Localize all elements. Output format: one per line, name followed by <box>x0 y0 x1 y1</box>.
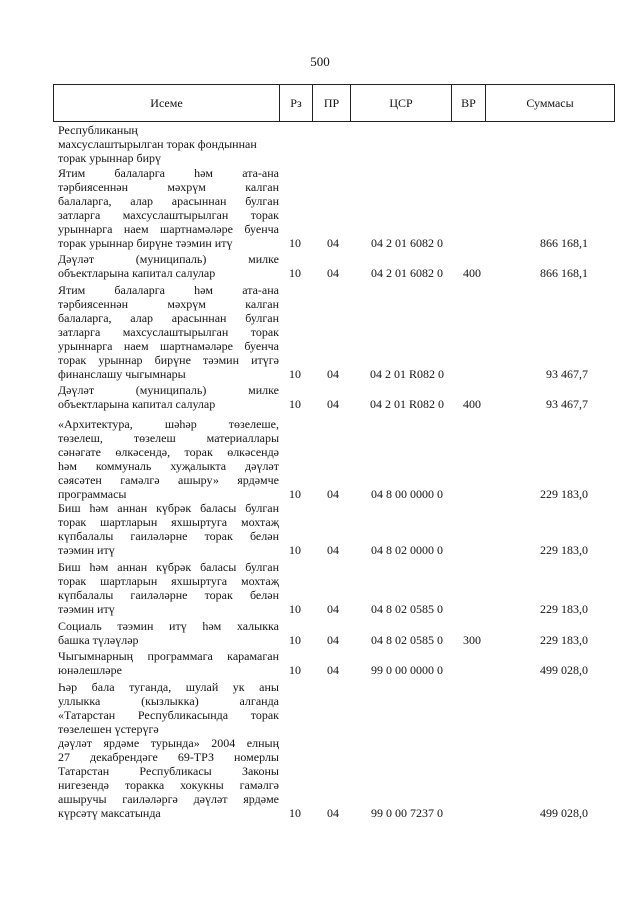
cell-pr: 04 <box>327 633 339 647</box>
row-name <box>58 383 279 411</box>
cell-pr: 04 <box>327 543 339 557</box>
row-name-line: торак урыннар бирүне тәэмин итүгә <box>58 353 279 367</box>
row-name-line: уллыкка (кызлыккa) алганда <box>58 694 279 708</box>
cell-csr: 04 2 01 6082 0 <box>371 266 443 280</box>
cell-csr: 04 2 01 R082 0 <box>369 367 444 381</box>
row-name-line: башка түләүләр <box>58 633 139 647</box>
row-name-line: Татарстан Республикасы Законы <box>58 764 279 778</box>
row-name-line: торак урыннар бирү <box>58 151 162 165</box>
row-name-line: Дәүләт (муниципаль) милке <box>58 252 279 266</box>
row-name-line: Биш һәм аннан күбрәк баласы булган <box>58 560 279 574</box>
row-name-line: затларга махсуслаштырылган торак <box>58 208 279 222</box>
row-name-line: Ятим балаларга һәм ата-ана <box>58 166 279 180</box>
table-row <box>53 417 614 501</box>
row-name-line: программасы <box>58 487 127 501</box>
row-name-line: күрсәтү максатында <box>58 806 161 820</box>
row-name-line: сәнәгате өлкәсендә, торак өлкәсендә <box>58 445 279 459</box>
cell-pr: 04 <box>327 266 339 280</box>
column-header-csr: ЦСР <box>351 85 452 122</box>
cell-pr: 04 <box>327 602 339 616</box>
cell-csr: 04 2 01 R082 0 <box>369 397 444 411</box>
cell-csr: 04 8 02 0585 0 <box>371 633 443 647</box>
row-name-line: Биш һәм аннан күбрәк баласы булган <box>58 501 279 515</box>
row-name-line: тәрбиясеннән мәхрүм калган <box>58 180 279 194</box>
row-name-line: ашыручы гаиләләргә дәүләт ярдәме <box>58 792 279 806</box>
row-name-line: затларга махсуслаштырылган торак <box>58 325 279 339</box>
row-name-line: урыннарга наем шартнамәләре буенча <box>58 222 279 236</box>
row-name <box>58 649 279 677</box>
row-name-line: Ятим балаларга һәм ата-ана <box>58 283 279 297</box>
cell-sum: 229 183,0 <box>540 633 588 647</box>
cell-pr: 04 <box>327 236 339 250</box>
row-name <box>58 560 279 616</box>
row-name <box>58 501 279 557</box>
row-name-line: юнәлешләре <box>58 663 122 677</box>
cell-pr: 04 <box>327 367 339 381</box>
cell-vr: 300 <box>463 633 481 647</box>
cell-csr: 04 8 00 0000 0 <box>371 487 443 501</box>
row-name-line: торак шартларын яхшыртуга мохтаҗ <box>58 574 279 588</box>
cell-rz: 10 <box>289 602 301 616</box>
row-name <box>58 166 279 250</box>
row-name-line: төзелеш, төзелеш материаллары <box>58 431 279 445</box>
row-name-line: махсуслаштырылган торак фондыннан <box>58 137 257 151</box>
table-row <box>53 649 614 677</box>
table-row <box>53 166 614 250</box>
table-row <box>53 283 614 381</box>
table-row <box>53 619 614 647</box>
cell-rz: 10 <box>289 806 301 820</box>
table-row <box>53 560 614 616</box>
cell-rz: 10 <box>289 367 301 381</box>
cell-rz: 10 <box>289 266 301 280</box>
row-name-line: Һәр бала туганда, шулай ук аны <box>58 680 279 694</box>
cell-sum: 229 183,0 <box>540 543 588 557</box>
row-name <box>58 252 279 280</box>
table-row <box>53 123 614 165</box>
cell-rz: 10 <box>289 633 301 647</box>
row-name <box>58 680 279 820</box>
row-name-line: «Татарстан Республикасында торак <box>58 708 279 722</box>
table-row <box>53 501 614 557</box>
row-name-line: сәясәтен гамәлгә ашыру» ярдәмче <box>58 473 279 487</box>
table-row <box>53 680 614 820</box>
row-name-line: Республиканың <box>58 123 138 137</box>
cell-pr: 04 <box>327 806 339 820</box>
row-name <box>58 619 279 647</box>
row-name-line: урыннарга наем шартнамәләре буенча <box>58 339 279 353</box>
row-name-line: тәэмин итү <box>58 543 115 557</box>
row-name-line: «Архитектура, шәһәр төзелеше, <box>58 417 279 431</box>
column-header-vr: ВР <box>452 85 486 122</box>
cell-rz: 10 <box>289 543 301 557</box>
row-name-line: Чыгымнарның программага карамаган <box>58 649 279 663</box>
row-name-line: күпбалалы гаиләләрне торак белән <box>58 588 279 602</box>
cell-csr: 99 0 00 7237 0 <box>371 806 443 820</box>
row-name-line: торак урыннар бирүне тәэмин итү <box>58 236 233 250</box>
row-name <box>58 283 279 381</box>
row-name-line: объектларына капитал салулар <box>58 397 216 411</box>
column-header-name: Исеме <box>54 85 280 122</box>
cell-sum: 93 467,7 <box>546 397 588 411</box>
row-name-line: финанслашу чыгымнары <box>58 367 186 381</box>
table-header <box>53 84 615 122</box>
cell-sum: 229 183,0 <box>540 602 588 616</box>
column-header-sum: Суммасы <box>486 85 615 122</box>
cell-pr: 04 <box>327 397 339 411</box>
row-name-line: дәүләт ярдәме турында» 2004 елның <box>58 736 279 750</box>
cell-pr: 04 <box>327 663 339 677</box>
row-name-line: Социаль тәэмин итү һәм халыкка <box>58 619 279 633</box>
cell-csr: 04 8 02 0585 0 <box>371 602 443 616</box>
cell-rz: 10 <box>289 397 301 411</box>
cell-rz: 10 <box>289 487 301 501</box>
cell-vr: 400 <box>463 397 481 411</box>
row-name-line: тәрбиясеннән мәхрүм калган <box>58 297 279 311</box>
cell-sum: 499 028,0 <box>540 806 588 820</box>
cell-pr: 04 <box>327 487 339 501</box>
cell-sum: 499 028,0 <box>540 663 588 677</box>
cell-sum: 866 168,1 <box>540 266 588 280</box>
table-row <box>53 252 614 280</box>
row-name-line: төзелешен үстерүгә <box>58 722 159 736</box>
row-name-line: 27 декабрендәге 69-ТРЗ номерлы <box>58 750 279 764</box>
row-name-line: күпбалалы гаиләләрне торак белән <box>58 529 279 543</box>
row-name-line: балаларга, алар арасыннан булган <box>58 194 279 208</box>
cell-csr: 99 0 00 0000 0 <box>371 663 443 677</box>
row-name <box>58 123 279 165</box>
row-name-line: Дәүләт (муниципаль) милке <box>58 383 279 397</box>
column-header-pr: ПР <box>313 85 351 122</box>
row-name-line: нигезендә торакка хокукны гамәлгә <box>58 778 279 792</box>
cell-csr: 04 8 02 0000 0 <box>371 543 443 557</box>
table-row <box>53 383 614 411</box>
cell-csr: 04 2 01 6082 0 <box>371 236 443 250</box>
row-name <box>58 417 279 501</box>
row-name-line: торак шартларын яхшыртуга мохтаҗ <box>58 515 279 529</box>
cell-vr: 400 <box>463 266 481 280</box>
page-number: 500 <box>310 54 330 69</box>
cell-rz: 10 <box>289 236 301 250</box>
row-name-line: объектларына капитал салулар <box>58 266 216 280</box>
row-name-line: һәм коммуналь хуҗалыкта дәүләт <box>58 459 279 473</box>
row-name-line: балаларга, алар арасыннан булган <box>58 311 279 325</box>
row-name-line: тәэмин итү <box>58 602 115 616</box>
cell-sum: 229 183,0 <box>540 487 588 501</box>
column-header-rz: Рз <box>280 85 313 122</box>
cell-sum: 866 168,1 <box>540 236 588 250</box>
cell-sum: 93 467,7 <box>546 367 588 381</box>
cell-rz: 10 <box>289 663 301 677</box>
